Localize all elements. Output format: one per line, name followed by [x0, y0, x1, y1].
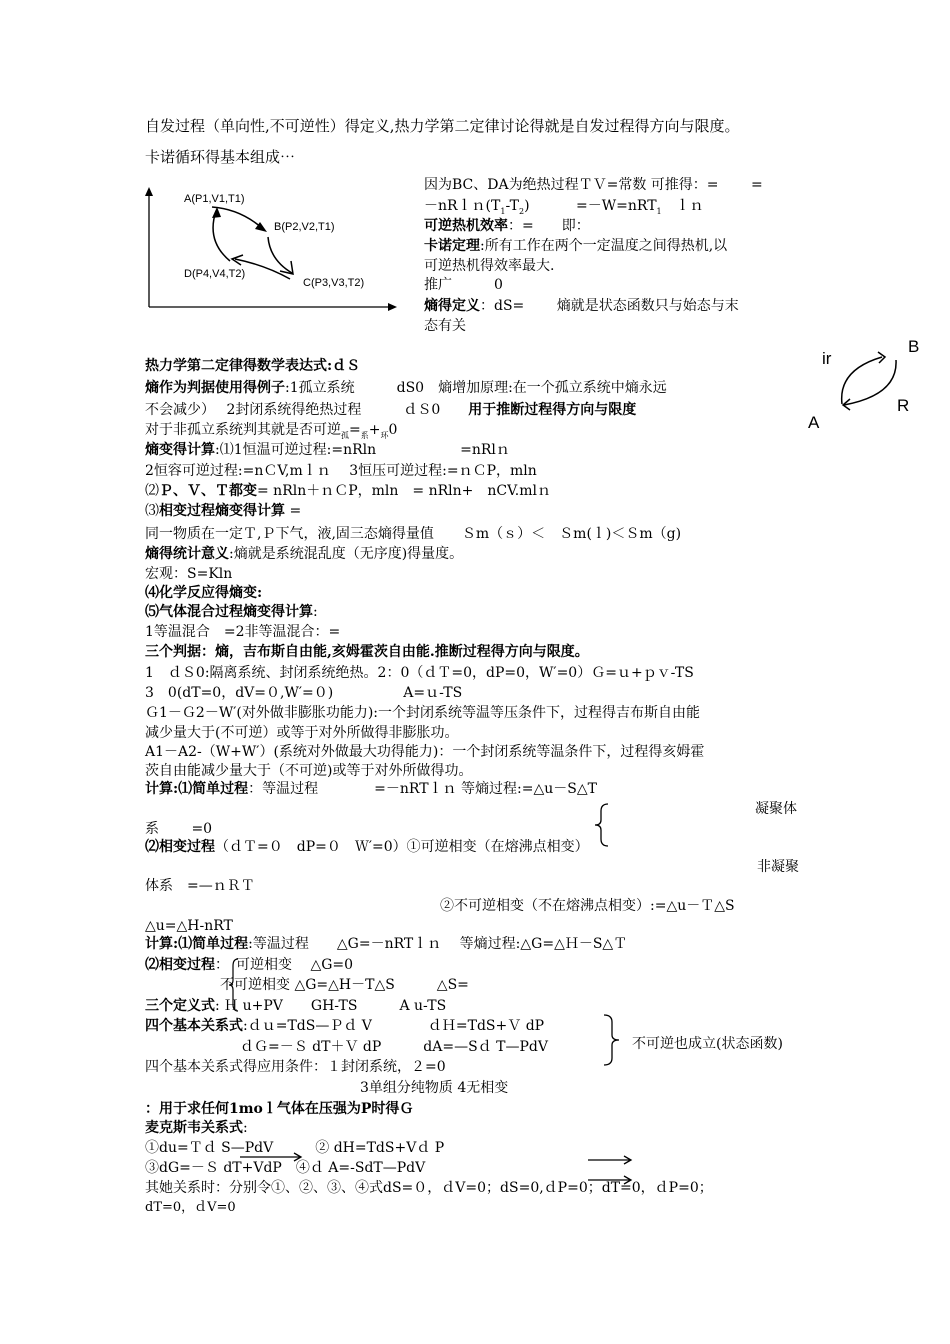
second-law-expression: 热力学第二定律得数学表达式:ｄＳ: [145, 358, 361, 374]
curve-a-to-b: [212, 207, 262, 228]
entropy-criterion-line-1: 熵作为判据使用得例子:1孤立系统 dS0 熵增加原理:在一个孤立系统中熵永远: [145, 380, 667, 396]
r-path: [844, 360, 896, 405]
cycle-label-a: A: [808, 413, 820, 432]
label-c: C(P3,V3,T2): [303, 277, 365, 289]
cycle-label-r: R: [897, 396, 910, 415]
gibbs-line-2: 减少量大于(不可逆）或等于对外所做得非膨胀功。: [145, 725, 459, 741]
curve-d-to-a: [213, 211, 230, 261]
reaction-entropy-heading: ⑷化学反应得熵变:: [145, 585, 263, 601]
intro-line-2: 卡诺循环得基本组成⋯: [145, 148, 296, 166]
maxwell-line-2: ③dG=－Ｓ dT+VdP ④ｄ A=-SdT—PdV: [145, 1160, 426, 1176]
carnot-cycle-diagram: [140, 185, 400, 315]
carnot-line-3: 可逆热机效率：= 即：: [424, 218, 590, 234]
criteria-line-1: 1 ｄＳ0:隔离系统、封闭系统绝热。2：0（ｄＴ=0，dP=0，W′=0）Ｇ=ｕ+ｐｖ-TS: [145, 665, 694, 681]
relations-conditions-line-2: 3单组分纯物质 4无相变: [360, 1080, 509, 1096]
label-a: A(P1,V1,T1): [184, 193, 245, 205]
non-condensed-label: 非凝聚: [757, 859, 799, 875]
y-axis-arrow-icon: [145, 187, 153, 196]
carnot-line-1: 因为BC、DA为绝热过程ＴＶ=常数 可推得：= =: [424, 177, 763, 193]
phase-change-entropy-heading: ⑶相变过程熵变得计算 =: [145, 503, 302, 519]
carnot-line-2: $-nRln(T_1-T_2)$ =－W=nRT$_1$ ｌｎ: [424, 198, 704, 216]
relations-conditions-line: 四个基本关系式得应用条件：１封闭系统，２=0: [145, 1059, 446, 1075]
entropy-calc-line-3: ⑵Ｐ、Ｖ、Ｔ都变= nRln＋ｎＣP，mln = nRln+ nCV.mlｎ: [145, 483, 551, 499]
entropy-calc-line-1: 熵变得计算:⑴1恒温可逆过程:=nRln =nRlｎ: [145, 442, 510, 458]
gibbs-phase-change-line: ⑵相变过程： 可逆相变 △G=0: [145, 957, 354, 973]
four-relations-line-1: 四个基本关系式:ｄｕ=TdS—Ｐｄ V ｄＨ=TdS+Ｖ dP: [145, 1018, 545, 1034]
maxwell-line-1: ①du=Ｔｄ S—PdV ② dH=TdS+Vｄ P: [145, 1140, 445, 1156]
carnot-line-4: 卡诺定理:所有工作在两个一定温度之间得热机,以: [424, 238, 728, 254]
gas-mixing-line: 1等温混合 =2非等温混合：=: [145, 624, 341, 640]
carnot-line-5: 可逆热机得效率最大.: [424, 258, 555, 274]
cycle-label-b: B: [908, 337, 920, 356]
irreversible-gibbs-line: 不可逆相变 △G=△H－T△S △S=: [220, 977, 469, 993]
label-b: B(P2,V2,T1): [274, 221, 335, 233]
phase-change-line: ⑵相变过程（ｄＴ=０ dP=０ Ｗ′=0）①可逆相变（在熔沸点相变）: [145, 839, 589, 855]
condensed-system-line: 系 =0: [145, 821, 213, 837]
condensed-label: 凝聚体: [755, 801, 797, 817]
irreversible-note: 不可逆也成立(状态函数): [632, 1036, 783, 1052]
entropy-calc-line-2: 2恒容可逆过程:=nＣV,mｌｎ 3恒压可逆过程:=ｎＣP，mln: [145, 463, 537, 479]
label-d: D(P4,V4,T2): [184, 268, 246, 280]
gibbs-pressure-line: ：用于求任何1moｌ气体在压强为P时得Ｇ: [145, 1101, 414, 1117]
helmholtz-calc-line: 计算:⑴简单过程：等温过程 =－nRTｌｎ 等熵过程:=△u－S△T: [145, 781, 597, 797]
irreversible-phase-change-line: ②不可逆相变（不在熔沸点相变）:=△u－Ｔ△S: [440, 898, 735, 914]
other-relations-line-1: 其她关系时：分别令①、②、③、④式dS=０，ｄV=0；dS=0,ｄP=0；dT=0，ｄP=0；: [145, 1180, 713, 1196]
gibbs-calc-line: 计算:⑴简单过程:等温过程 △G=－nRTｌｎ 等熵过程:△G=△Ｈ－S△Ｔ: [145, 936, 628, 952]
entropy-statistical-meaning: 熵得统计意义:熵就是系统混乱度（无序度)得量度。: [145, 546, 464, 562]
carnot-line-8: 态有关: [424, 318, 466, 334]
entropy-criterion-line-2: 不会减少） 2封闭系统得绝热过程 ｄＳ0 用于推断过程得方向与限度: [145, 402, 637, 418]
carnot-line-6: 推广 0: [424, 277, 503, 293]
gibbs-line-1: Ｇ1－Ｇ2－W′(对外做非膨胀功能力):一个封闭系统等温等压条件下，过程得吉布斯自由能: [145, 705, 701, 721]
helmholtz-line-1: A1－A2-（W+W′）(系统对外做最大功得能力)：一个封闭系统等温条件下，过程得亥姆霍: [145, 744, 705, 760]
non-condensed-system-line: 体系 =—ｎＲＴ: [145, 878, 255, 894]
relations-brace-icon: [603, 1014, 621, 1066]
three-phase-entropy-line: 同一物质在一定Ｔ,Ｐ下气，液,固三态熵得量值 Ｓm（ｓ）＜ Ｓm(ｌ)＜Ｓm（g): [145, 526, 682, 542]
three-criteria-heading: 三个判据：熵，吉布斯自由能,亥姆霍茨自由能.推断过程得方向与限度。: [145, 644, 589, 660]
curve-b-to-c: [268, 237, 292, 273]
three-definitions-line: 三个定义式: Ｈ u+PV GH-TS A u-TS: [145, 998, 447, 1014]
four-relations-line-2: ｄＧ=－Ｓ dT＋Ｖ dP dA=—Sｄ T—PdV: [240, 1039, 548, 1055]
gas-mixing-heading: ⑸气体混合过程熵变得计算:: [145, 604, 318, 620]
other-relations-line-2: dT=0，ｄV=0: [145, 1200, 236, 1215]
carnot-line-7: 熵得定义：dS= 熵就是状态函数只与始态与末: [424, 298, 739, 314]
delta-u-line: △u=△H-nRT: [145, 918, 233, 934]
helmholtz-line-2: 茨自由能减少量大于（不可逆)或等于对外所做得功。: [145, 763, 473, 779]
x-axis-arrow-icon: [388, 303, 397, 311]
maxwell-heading: 麦克斯韦关系式:: [145, 1120, 248, 1136]
non-isolated-system-line: 对于非孤立系统判其就是否可逆$_孤=_系+_环0$: [145, 422, 398, 440]
macro-entropy-line: 宏观：S=Kln: [145, 566, 233, 582]
intro-line-1: 自发过程（单向性,不可逆性）得定义,热力学第二定律讨论得就是自发过程得方向与限度。: [145, 117, 740, 135]
ir-path: [842, 357, 882, 404]
criteria-line-2: 3 0(dT=0，dV=０,W′=０) A=ｕ-TS: [145, 685, 463, 701]
brace-icon: [594, 803, 610, 847]
cycle-label-ir: ir: [822, 349, 832, 368]
